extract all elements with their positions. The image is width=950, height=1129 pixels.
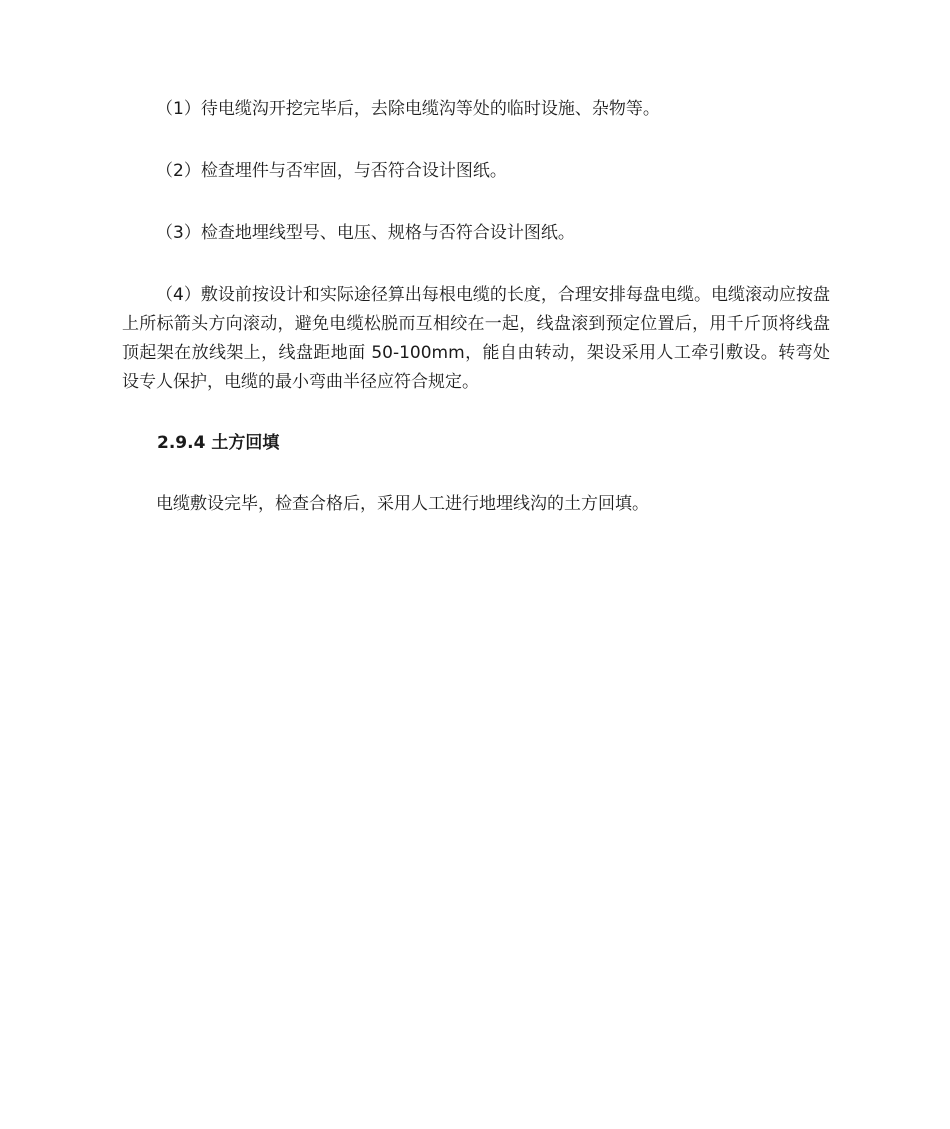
paragraph-step-4: （4）敷设前按设计和实际途径算出每根电缆的长度，合理安排每盘电缆。电缆滚动应按盘上所标箭头方向滚动，避免电缆松脱而互相绞在一起，线盘滚到预定位置后，用千斤顶将线盘顶起架在放线架上，线盘距地面 50-100mm，能自由转动，架设采用人工牵引敷设。转弯处设专人保护，电缆的最小弯曲半径应符合规定。 bbox=[122, 285, 830, 392]
section-paragraph: 电缆敷设完毕，检查合格后，采用人工进行地埋线沟的土方回填。 bbox=[156, 494, 649, 514]
paragraph-step-2: （2）检查埋件与否牢固，与否符合设计图纸。 bbox=[156, 161, 507, 181]
paragraph-step-3: （3）检查地埋线型号、电压、规格与否符合设计图纸。 bbox=[156, 223, 575, 243]
section-heading: 2.9.4 土方回填 bbox=[157, 433, 280, 453]
paragraph-step-1: （1）待电缆沟开挖完毕后，去除电缆沟等处的临时设施、杂物等。 bbox=[156, 99, 660, 119]
